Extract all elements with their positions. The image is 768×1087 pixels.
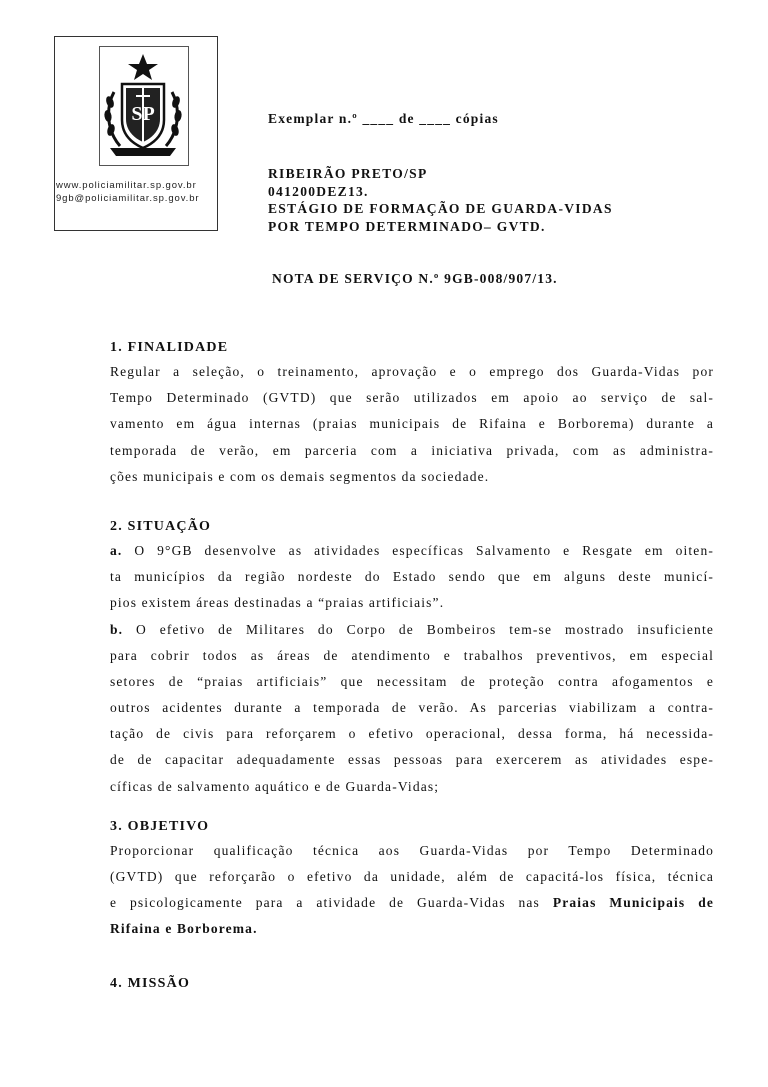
crest-letters: SP	[131, 103, 155, 125]
email-link[interactable]: 9gb@policiamilitar.sp.gov.br	[56, 193, 200, 204]
contact-info	[56, 179, 216, 205]
item-label-b: b.	[110, 621, 124, 637]
text-fragment: O efetivo de Militares do Corpo de Bombeiros tem-se mostrado insuficiente	[136, 621, 714, 637]
sao-paulo-crest-icon	[100, 52, 186, 160]
text-line	[110, 916, 714, 942]
text-line: tação de civis para reforçarem o efetivo operacional, dessa forma, há necessida-	[110, 726, 714, 742]
text-fragment: e psicologicamente para a atividade de Guarda-Vidas nas	[110, 895, 540, 911]
copies-line: Exemplar n.º ____ de ____ cópias	[268, 111, 499, 126]
course-title-line1: ESTÁGIO DE FORMAÇÃO DE GUARDA-VIDAS	[268, 201, 613, 216]
course-title-line2: POR TEMPO DETERMINADO– GVTD.	[268, 218, 546, 234]
text-line: para cobrir todos as áreas de atendimento e trabalhos preventivos, em especial	[110, 647, 714, 663]
website-link[interactable]: www.policiamilitar.sp.gov.br	[56, 180, 197, 191]
text-fragment: O 9°GB desenvolve as atividades específicas Salvamento e Resgate em oiten-	[134, 542, 714, 558]
bold-location-text: Rifaina e Borborema.	[110, 921, 258, 937]
text-line: Regular a seleção, o treinamento, aprovação e o emprego dos Guarda-Vidas por	[110, 364, 714, 379]
section-heading-objetivo: 3. OBJETIVO	[110, 818, 210, 834]
text-line: Tempo Determinado (GVTD) que serão utilizados em apoio ao serviço de sal-	[110, 390, 714, 406]
text-line: Proporcionar qualificação técnica aos Guarda-Vidas por Tempo Determinado	[110, 842, 714, 858]
text-line: temporada de verão, em parceria com a iniciativa privada, com as administra-	[110, 442, 714, 458]
section-heading-missao: 4. MISSÃO	[110, 975, 191, 991]
text-line: vamento em água internas (praias municipais de Rifaina e Borborema) durante a	[110, 416, 714, 432]
situacao-paragraph	[110, 538, 714, 800]
text-line: cíficas de salvamento aquático e de Guarda-Vidas;	[110, 778, 440, 794]
service-note-title: NOTA DE SERVIÇO N.º 9GB-008/907/13.	[272, 271, 558, 286]
text-line	[110, 617, 714, 643]
text-line: setores de “praias artificiais” que necessitam de proteção contra afogamentos e	[110, 673, 714, 689]
text-line: ta municípios da região nordeste do Estado sendo que em alguns deste municí-	[110, 569, 714, 585]
text-line: de de capacitar adequadamente essas pessoas para exercerem as atividades espe-	[110, 752, 714, 768]
objetivo-paragraph	[110, 838, 714, 943]
date-code: 041200DEZ13.	[268, 183, 369, 199]
header-block	[268, 165, 613, 235]
section-heading-situacao: 2. SITUAÇÃO	[110, 518, 212, 534]
text-line: outros acidentes durante a temporada de verão. As parcerias viabilizam a contra-	[110, 700, 714, 716]
text-line	[110, 538, 714, 564]
text-line: ções municipais e com os demais segmentos da sociedade.	[110, 468, 490, 484]
finalidade-paragraph	[110, 359, 714, 490]
document-body	[110, 337, 714, 995]
text-line: (GVTD) que reforçarão o efetivo da unidade, além de capacitá-los física, técnica	[110, 869, 714, 884]
text-line: pios existem áreas destinadas a “praias artificiais”.	[110, 595, 445, 611]
city-line: RIBEIRÃO PRETO/SP	[268, 166, 428, 181]
bold-location-text: Praias Municipais de	[552, 895, 714, 911]
text-line	[110, 890, 714, 916]
section-heading-finalidade: 1. FINALIDADE	[110, 340, 229, 355]
item-label-a: a.	[110, 542, 123, 558]
